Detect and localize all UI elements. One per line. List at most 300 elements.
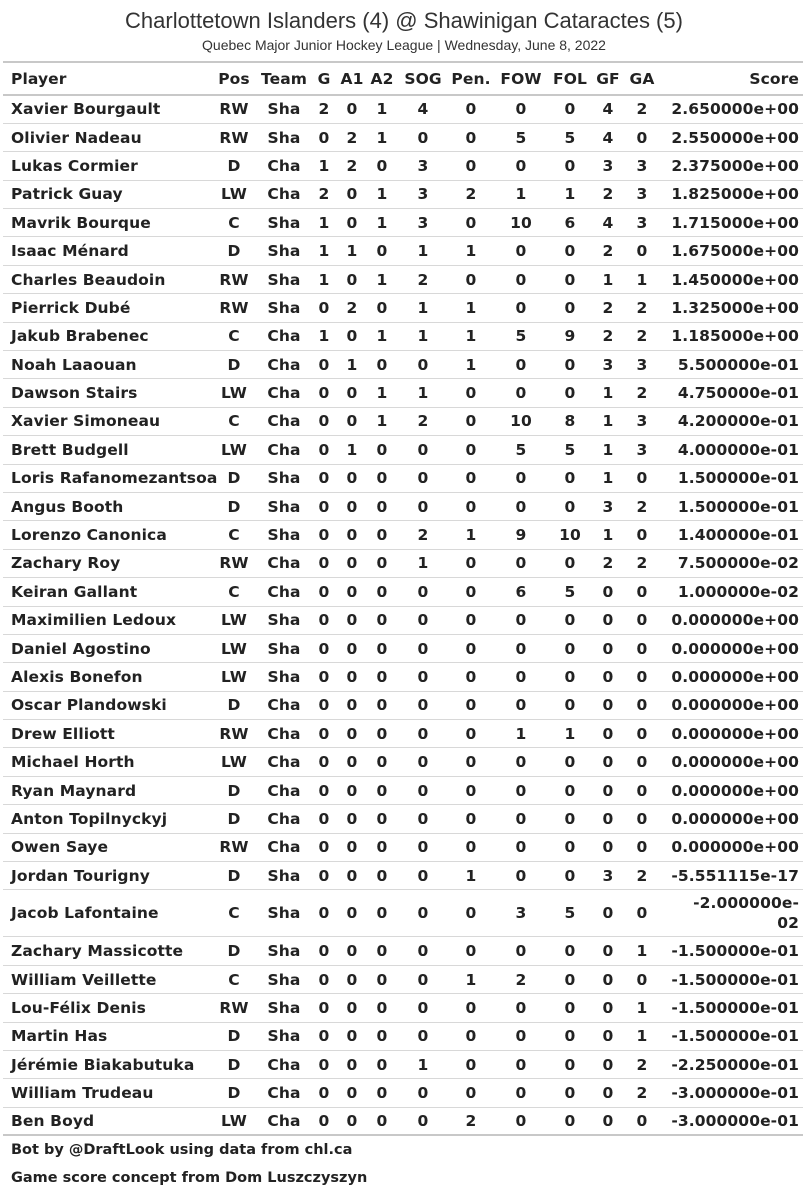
cell-a2: 0 [376,970,388,989]
cell-team: Cha [267,355,301,374]
cell-team: Cha [267,1112,301,1131]
cell-gf: 0 [602,639,614,658]
cell-fol: 0 [564,497,576,516]
cell-player: Alexis Bonefon [11,668,143,686]
cell-g: 0 [318,1084,330,1103]
cell-a1: 0 [346,724,358,743]
table-row [3,634,803,662]
cell-g: 0 [318,582,330,601]
cell-sog: 0 [417,639,429,658]
table-row [3,322,803,350]
cell-player: Lukas Cormier [11,156,138,175]
cell-g: 1 [318,213,330,232]
cell-pos: LW [221,611,247,630]
cell-fow: 0 [515,781,527,800]
cell-a1: 1 [346,355,358,374]
cell-team: Cha [267,582,301,601]
cell-score: -3.000000e-01 [671,1112,799,1131]
cell-ga: 0 [636,526,648,545]
cell-gf: 0 [602,611,614,630]
cell-score: -1.500000e-01 [671,1027,799,1046]
cell-pen: 0 [465,639,477,658]
cell-score: 1.500000e-01 [677,469,799,488]
cell-fol: 5 [564,904,576,923]
cell-score: 4.000000e-01 [677,440,799,459]
cell-pos: LW [221,1112,247,1131]
cell-ga: 0 [636,904,648,923]
cell-sog: 1 [417,554,429,573]
cell-a1: 0 [346,1055,358,1074]
cell-ga: 0 [636,696,648,715]
cell-pen: 0 [465,497,477,516]
cell-fol: 0 [564,554,576,573]
footer-credit: Bot by @DraftLook using data from chl.ca [11,1142,353,1158]
cell-fow: 0 [515,639,527,658]
cell-gf: 0 [602,838,614,857]
cell-ga: 3 [636,213,648,232]
cell-a1: 0 [346,526,358,545]
cell-gf: 4 [602,213,614,232]
cell-player: William Veillette [11,970,157,989]
cell-fow: 0 [515,298,527,317]
cell-a1: 0 [346,998,358,1017]
cell-g: 0 [318,668,330,686]
cell-team: Sha [267,128,301,147]
table-row [3,464,803,492]
table-row [3,965,803,993]
cell-fol: 0 [564,355,576,374]
table-row [3,294,803,322]
cell-pen: 0 [465,724,477,743]
cell-a1: 0 [346,1027,358,1046]
cell-gf: 0 [602,998,614,1017]
cell-sog: 0 [417,809,429,828]
cell-score: 0.000000e+00 [671,753,799,772]
cell-g: 0 [318,724,330,743]
cell-sog: 0 [417,1027,429,1046]
table-row [3,152,803,180]
cell-a1: 2 [346,298,358,317]
cell-score: 0.000000e+00 [671,838,799,857]
cell-pen: 0 [465,128,477,147]
cell-pen: 2 [465,1112,477,1131]
cell-sog: 0 [417,355,429,374]
cell-g: 0 [318,526,330,545]
cell-gf: 0 [602,809,614,828]
cell-fol: 0 [564,1027,576,1046]
cell-fow: 5 [515,327,527,346]
cell-pos: C [228,213,240,232]
cell-player: Jordan Tourigny [11,866,150,885]
cell-score: -2.250000e-01 [671,1055,799,1074]
cell-pen: 0 [465,753,477,772]
cell-ga: 2 [636,497,648,516]
cell-fow: 0 [515,866,527,885]
table-row [3,833,803,861]
cell-sog: 0 [417,781,429,800]
cell-fol: 0 [564,838,576,857]
cell-team: Cha [267,440,301,459]
cell-team: Sha [267,998,301,1017]
cell-sog: 0 [417,1084,429,1103]
cell-score: -2.000000e- 02 [693,894,799,933]
column-header-g: G [311,62,337,95]
cell-g: 0 [318,696,330,715]
cell-fol: 6 [564,213,576,232]
cell-pos: LW [221,185,247,204]
cell-player: Olivier Nadeau [11,128,142,147]
cell-g: 0 [318,611,330,630]
cell-fol: 5 [564,582,576,601]
table-row [3,606,803,634]
cell-a1: 0 [346,554,358,573]
cell-fow: 0 [515,1027,527,1046]
column-header-team: Team [257,62,311,95]
cell-gf: 0 [602,1027,614,1046]
cell-fow: 0 [515,497,527,516]
cell-score: 1.675000e+00 [671,242,799,261]
cell-ga: 2 [636,866,648,885]
cell-fol: 0 [564,1084,576,1103]
cell-pos: LW [221,440,247,459]
cell-pos: D [227,696,241,715]
cell-score: -3.000000e-01 [671,1084,799,1103]
column-header-fow: FOW [493,62,549,95]
cell-pen: 0 [465,942,477,961]
cell-a1: 0 [346,611,358,630]
cell-ga: 0 [636,838,648,857]
cell-sog: 1 [417,327,429,346]
cell-gf: 0 [602,1055,614,1074]
table-row [3,578,803,606]
cell-gf: 2 [602,327,614,346]
cell-pen: 1 [465,866,477,885]
cell-pen: 1 [465,298,477,317]
cell-player: Charles Beaudoin [11,270,166,289]
cell-gf: 1 [602,384,614,403]
cell-fow: 0 [515,611,527,630]
cell-fol: 8 [564,412,576,431]
cell-ga: 1 [636,1027,648,1046]
table-row [3,1051,803,1079]
cell-a1: 1 [346,242,358,261]
cell-score: 2.650000e+00 [671,100,799,119]
cell-a2: 0 [376,582,388,601]
cell-team: Cha [267,753,301,772]
cell-player: Angus Booth [11,497,124,516]
cell-fow: 10 [510,412,532,431]
cell-pen: 1 [465,526,477,545]
cell-fow: 3 [515,904,527,923]
cell-player: Xavier Bourgault [11,100,161,119]
table-header-row [3,62,803,95]
cell-pen: 0 [465,469,477,488]
cell-player: Dawson Stairs [11,384,138,403]
cell-team: Sha [267,611,301,630]
cell-a2: 1 [376,185,388,204]
table-row [3,237,803,265]
cell-player: Patrick Guay [11,185,123,204]
cell-pos: D [227,781,241,800]
cell-ga: 2 [636,384,648,403]
cell-a1: 0 [346,582,358,601]
cell-team: Sha [267,942,301,961]
cell-gf: 1 [602,412,614,431]
cell-sog: 4 [417,100,429,119]
table-row [3,663,803,691]
column-header-sog: SOG [397,62,449,95]
cell-team: Sha [267,1027,301,1046]
cell-pos: RW [219,554,249,573]
column-header-pos: Pos [211,62,257,95]
cell-a1: 0 [346,497,358,516]
column-header-ga: GA [625,62,659,95]
cell-ga: 0 [636,809,648,828]
cell-team: Sha [267,866,301,885]
cell-g: 2 [318,100,330,119]
cell-ga: 2 [636,100,648,119]
cell-pos: LW [221,753,247,772]
cell-team: Sha [267,242,301,261]
cell-fow: 0 [515,942,527,961]
cell-gf: 0 [602,781,614,800]
cell-gf: 0 [602,724,614,743]
cell-player: Owen Saye [11,838,109,857]
cell-fow: 0 [515,242,527,261]
cell-a1: 0 [346,942,358,961]
cell-g: 0 [318,384,330,403]
cell-gf: 0 [602,1112,614,1131]
cell-fol: 0 [564,611,576,630]
cell-a2: 1 [376,384,388,403]
cell-player: Jérémie Biakabutuka [11,1055,195,1074]
cell-pos: D [227,1055,241,1074]
cell-fol: 0 [564,781,576,800]
cell-a1: 0 [346,185,358,204]
table-row [3,436,803,464]
table-row [3,691,803,719]
cell-fol: 5 [564,440,576,459]
table-row [3,492,803,520]
cell-fol: 0 [564,753,576,772]
cell-pos: RW [219,838,249,857]
cell-sog: 3 [417,156,429,175]
table-row [3,1079,803,1107]
cell-a2: 0 [376,1112,388,1131]
cell-sog: 0 [417,998,429,1017]
cell-score: 0.000000e+00 [671,639,799,658]
cell-pos: C [228,526,240,545]
page-title: Charlottetown Islanders (4) @ Shawinigan Cataractes (5) [125,8,683,33]
cell-pos: LW [221,639,247,658]
cell-a2: 0 [376,942,388,961]
cell-a1: 0 [346,1084,358,1103]
cell-g: 0 [318,355,330,374]
cell-fol: 0 [564,696,576,715]
cell-ga: 0 [636,1112,648,1131]
cell-fol: 1 [564,724,576,743]
cell-pos: D [227,156,241,175]
cell-pos: D [227,1084,241,1103]
cell-sog: 0 [417,838,429,857]
cell-g: 0 [318,904,330,923]
cell-team: Sha [267,213,301,232]
cell-a2: 0 [376,1055,388,1074]
cell-team: Cha [267,412,301,431]
cell-sog: 0 [417,440,429,459]
table-body [3,95,803,1136]
cell-ga: 2 [636,554,648,573]
cell-pos: D [227,355,241,374]
cell-player: Jacob Lafontaine [11,904,159,923]
cell-pen: 0 [465,1027,477,1046]
cell-fol: 10 [559,526,581,545]
cell-player: Ryan Maynard [11,781,137,800]
cell-pen: 0 [465,440,477,459]
cell-pen: 0 [465,611,477,630]
cell-score: 4.200000e-01 [677,412,799,431]
cell-a1: 0 [346,639,358,658]
cell-sog: 0 [417,582,429,601]
cell-pos: C [228,327,240,346]
cell-a2: 0 [376,469,388,488]
cell-fol: 0 [564,998,576,1017]
cell-fol: 9 [564,327,576,346]
cell-g: 0 [318,866,330,885]
cell-fol: 0 [564,1055,576,1074]
cell-score: 0.000000e+00 [671,724,799,743]
cell-pen: 0 [465,412,477,431]
cell-team: Cha [267,1055,301,1074]
cell-ga: 0 [636,582,648,601]
cell-score: 0.000000e+00 [671,696,799,715]
cell-a2: 1 [376,128,388,147]
cell-gf: 0 [602,942,614,961]
cell-fol: 0 [564,156,576,175]
cell-team: Sha [267,526,301,545]
cell-pos: RW [219,128,249,147]
cell-score: 1.825000e+00 [671,185,799,204]
table-row [3,95,803,123]
cell-sog: 0 [417,753,429,772]
cell-fow: 0 [515,554,527,573]
cell-team: Cha [267,327,301,346]
cell-team: Sha [267,904,301,923]
cell-ga: 1 [636,942,648,961]
table-row [3,379,803,407]
cell-sog: 0 [417,469,429,488]
cell-fow: 0 [515,469,527,488]
cell-g: 0 [318,412,330,431]
cell-a2: 1 [376,327,388,346]
cell-player: Daniel Agostino [11,639,151,658]
cell-score: 2.550000e+00 [671,128,799,147]
cell-pos: D [227,497,241,516]
cell-a1: 1 [346,440,358,459]
table-row [3,720,803,748]
cell-sog: 0 [417,128,429,147]
cell-a2: 0 [376,781,388,800]
table-row [3,521,803,549]
cell-g: 0 [318,298,330,317]
cell-a2: 0 [376,753,388,772]
column-header-a2: A2 [367,62,397,95]
cell-pos: RW [219,298,249,317]
cell-pen: 0 [465,213,477,232]
cell-team: Sha [267,298,301,317]
page-subtitle: Quebec Major Junior Hockey League | Wednesday, June 8, 2022 [202,37,606,53]
cell-fol: 0 [564,100,576,119]
cell-a1: 0 [346,412,358,431]
cell-player: Zachary Roy [11,554,121,573]
cell-team: Sha [267,100,301,119]
cell-g: 0 [318,809,330,828]
cell-a1: 0 [346,838,358,857]
cell-fow: 0 [515,156,527,175]
cell-sog: 0 [417,497,429,516]
cell-g: 0 [318,781,330,800]
cell-fow: 1 [515,724,527,743]
cell-gf: 1 [602,469,614,488]
column-header-score: Score [659,62,803,95]
cell-g: 0 [318,753,330,772]
cell-g: 0 [318,1027,330,1046]
cell-pen: 1 [465,355,477,374]
cell-team: Cha [267,384,301,403]
cell-gf: 0 [602,970,614,989]
cell-pos: D [227,469,241,488]
cell-pen: 0 [465,384,477,403]
cell-a2: 0 [376,526,388,545]
cell-fol: 0 [564,469,576,488]
footer-concept: Game score concept from Dom Luszczyszyn [11,1170,368,1186]
cell-a1: 0 [346,270,358,289]
cell-sog: 0 [417,904,429,923]
cell-score: 1.325000e+00 [671,298,799,317]
cell-ga: 0 [636,611,648,630]
cell-ga: 0 [636,128,648,147]
cell-pos: LW [221,668,247,686]
cell-a2: 0 [376,668,388,686]
cell-score: -1.500000e-01 [671,942,799,961]
cell-g: 1 [318,242,330,261]
cell-pos: RW [219,998,249,1017]
cell-g: 0 [318,838,330,857]
cell-team: Cha [267,554,301,573]
cell-fow: 0 [515,1055,527,1074]
cell-fow: 0 [515,696,527,715]
cell-a2: 0 [376,611,388,630]
cell-fow: 0 [515,998,527,1017]
cell-a2: 1 [376,412,388,431]
cell-g: 1 [318,156,330,175]
cell-ga: 1 [636,270,648,289]
cell-a2: 0 [376,554,388,573]
table-row [3,748,803,776]
cell-score: 0.000000e+00 [671,781,799,800]
cell-ga: 0 [636,970,648,989]
cell-pen: 0 [465,809,477,828]
table-row [3,1022,803,1050]
cell-sog: 1 [417,384,429,403]
cell-a1: 0 [346,668,358,686]
cell-g: 0 [318,1112,330,1131]
cell-a1: 0 [346,213,358,232]
cell-pen: 1 [465,970,477,989]
column-header-a1: A1 [337,62,367,95]
cell-ga: 0 [636,469,648,488]
cell-a1: 0 [346,904,358,923]
